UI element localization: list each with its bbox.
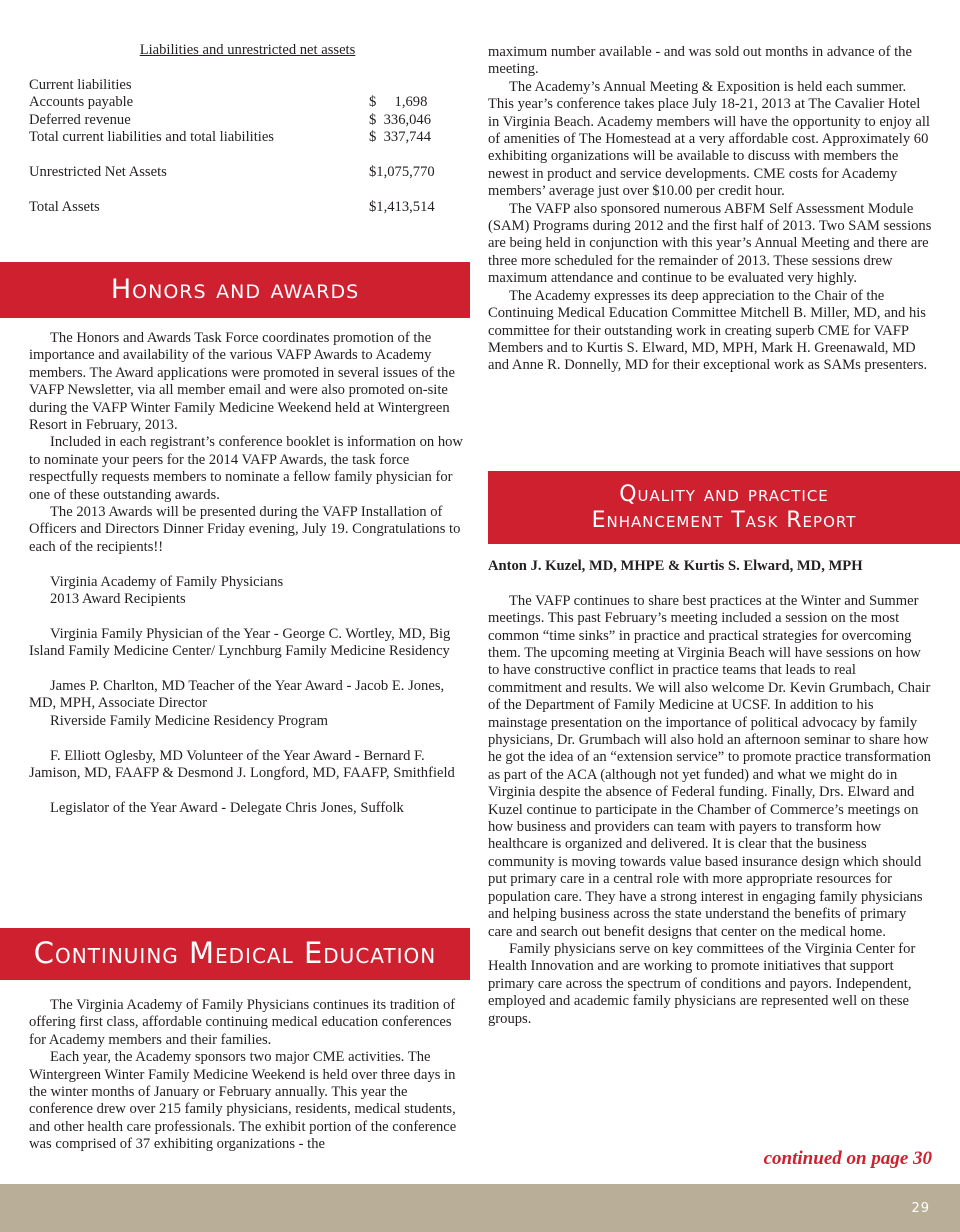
financial-row xyxy=(29,112,445,129)
paragraph: Family physicians serve on key committees of the Virginia Center for Health Innovation and are working to promote initiatives that support primary care across the spectrum of conditions and payors. Independent, employed and academic family physicians are represented well on these groups. xyxy=(488,940,916,1027)
section-banner-honors xyxy=(0,262,470,318)
section-banner-cme xyxy=(0,928,470,980)
current-liabilities-label: Current liabilities xyxy=(29,76,132,93)
award-entry: James P. Charlton, MD Teacher of the Year Award - Jacob E. Jones, MD, MPH, Associate Director xyxy=(29,678,445,712)
paragraph: Each year, the Academy sponsors two major CME activities. The Wintergreen Winter Family Medicine Weekend is held over three days in the winter months of January or February annually. This year the conference drew over 215 family physicians, residents, medical students, and other health care professionals. The exhibit portion of the conference was comprised of 37 exhibiting organizations - the xyxy=(29,1049,457,1153)
continued-note: continued on page 30 xyxy=(763,1148,932,1169)
total-assets-row xyxy=(29,199,445,216)
row-amount: $1,075,770 xyxy=(369,163,435,180)
award-entry: Riverside Family Medicine Residency Program xyxy=(50,712,329,729)
paragraph: maximum number available - and was sold out months in advance of the meeting. xyxy=(488,44,912,78)
section-title: Enhancement Task Report xyxy=(591,507,857,533)
award-entry: Legislator of the Year Award - Delegate Chris Jones, Suffolk xyxy=(50,799,404,816)
financial-statement xyxy=(0,42,466,216)
cme-body-continued xyxy=(488,44,932,375)
paragraph: The 2013 Awards will be presented during the VAFP Installation of Officers and Directors Dinner Friday evening, July 19. Congratulations to each of the recipients!! xyxy=(29,504,461,555)
financial-row xyxy=(29,94,445,111)
financial-heading: Liabilities and unrestricted net assets xyxy=(139,42,356,58)
cme-body xyxy=(0,997,466,1154)
section-title: Continuing Medical Education xyxy=(33,936,437,971)
recipients-heading: 2013 Award Recipients xyxy=(50,591,186,608)
row-label: Accounts payable xyxy=(29,94,134,111)
page-number: 29 xyxy=(911,1201,930,1216)
row-label: Deferred revenue xyxy=(29,111,131,128)
row-amount: $1,413,514 xyxy=(369,198,435,215)
recipients-heading: Virginia Academy of Family Physicians xyxy=(50,573,284,590)
paragraph: The Academy’s Annual Meeting & Exposition is held each summer. This year’s conference takes place July 18-21, 2013 at The Cavalier Hotel in Virginia Beach. Academy members will have the opportunity to enjoy all of amenities of The Homestead at a very affordable cost. Approximately 60 exhibiting organizations will be available to discuss with members the newest in product and service developments. CME costs for Academy members’ average just over $10.00 per credit hour. xyxy=(488,78,930,200)
row-label: Total Assets xyxy=(29,198,100,215)
row-amount: $ 337,744 xyxy=(369,129,432,146)
section-banner-quality xyxy=(488,471,960,544)
left-column xyxy=(0,0,470,1153)
paragraph: The Virginia Academy of Family Physicians continues its tradition of offering first class, affordable continuing medical education conferences for Academy members and their families. xyxy=(29,997,456,1048)
award-entry: Virginia Family Physician of the Year - George C. Wortley, MD, Big Island Family Medicine Center/ Lynchburg Family Medicine Residency xyxy=(29,625,451,660)
row-label: Total current liabilities and total liabilities xyxy=(29,129,274,146)
paragraph: The Honors and Awards Task Force coordinates promotion of the importance and availability of the various VAFP Awards to Academy members. The Award applications were promoted in several issues of the VAFP Newsletter, via all member email and were also promoted on-site during the VAFP Winter Family Medicine Weekend held at Wintergreen Resort in February, 2013. xyxy=(29,330,455,434)
section-title: Quality and practice xyxy=(619,481,829,507)
net-assets-row xyxy=(29,164,445,181)
row-label: Unrestricted Net Assets xyxy=(29,163,167,180)
financial-row xyxy=(29,129,445,146)
quality-body xyxy=(488,558,932,1028)
section-title: Honors and awards xyxy=(110,274,360,306)
paragraph: Included in each registrant’s conference booklet is information on how to nominate your peers for the 2014 VAFP Awards, the task force respectfully requests members to nominate a fellow family physician for one of these outstanding awards. xyxy=(29,434,463,503)
paragraph: The Academy expresses its deep appreciation to the Chair of the Continuing Medical Education Committee Mitchell B. Miller, MD, and his committee for their outstanding work in creating superb CME for VAFP Members and to Kurtis S. Elward, MD, MPH, Mark H. Greenawald, MD and Anne R. Donnelly, MD for their exceptional work as SAMs presenters. xyxy=(488,287,928,374)
page-footer xyxy=(0,1184,960,1232)
authors: Anton J. Kuzel, MD, MHPE & Kurtis S. Elward, MD, MPH xyxy=(488,558,863,574)
paragraph: The VAFP also sponsored numerous ABFM Self Assessment Module (SAM) Programs during 2012 and the first half of 2013. Two SAM sessions are being held in conjunction with this year’s Annual Meeting and there are three more scheduled for the remainder of 2013. These sessions drew maximum attendance and continue to be evaluated very highly. xyxy=(488,200,932,287)
row-amount: $ 336,046 xyxy=(369,111,432,128)
honors-body xyxy=(0,330,466,817)
paragraph: The VAFP continues to share best practices at the Winter and Summer meetings. This past February’s meeting included a session on the most common “time sinks” in practice and practical strategies for overcoming them. The upcoming meeting at Virginia Beach will have sessions on how to have constructive conflict in practice teams that leads to real commitment and results. We will also welcome Dr. Kevin Grumbach, Chair of the Department of Family Medicine at UCSF. In addition to his mainstage presentation on the importance of political advocacy by family physicians, Dr. Grumbach will also hold an afternoon seminar to share how he got the idea of an “extension service” to promote practice transformation as part of the ACA (although not yet funded) and what we might do in Virginia despite the absence of Federal funding. Finally, Drs. Elward and Kuzel continue to participate in the Chamber of Commerce’s meetings on how business and providers can team with payers to transform how healthcare is organized and delivered. It is clear that the business community is moving towards value based insurance design which should put primary care in a central role with more appropriate resources for population care. They have a strong interest in engaging family physicians and helping business across the state understand the benefits of primary care and search out benefit designs that center on the medical home. xyxy=(488,592,931,940)
row-amount: $ 1,698 xyxy=(369,94,428,111)
award-entry: F. Elliott Oglesby, MD Volunteer of the Year Award - Bernard F. Jamison, MD, FAAFP & Desmond J. Longford, MD, FAAFP, Smithfield xyxy=(29,747,455,782)
